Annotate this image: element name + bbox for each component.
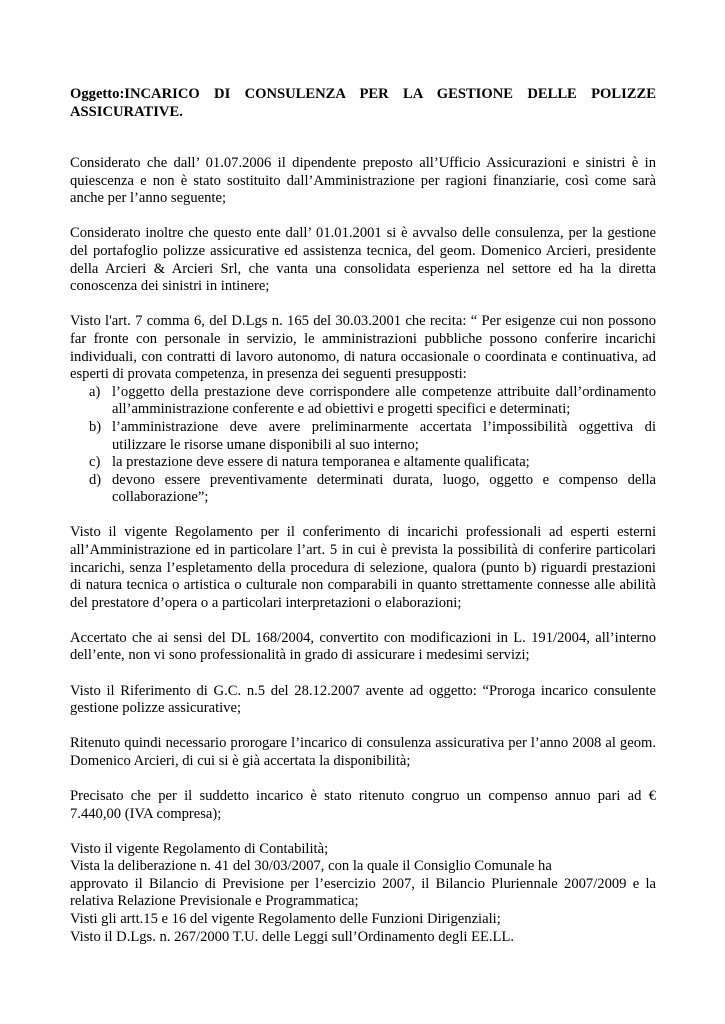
list-marker: d) (89, 471, 102, 488)
closing-line: approvato il Bilancio di Previsione per l’esercizio 2007, il Bilancio Pluriennale 2007/2009 e la relativa Relazione Previsionale e Programmatica; (70, 875, 656, 910)
paragraph-considerato-1: Considerato che dall’ 01.07.2006 il dipendente preposto all’Ufficio Assicurazioni e sinistri è in quiescenza e non è stato sostituito dall’Amministrazione per ragioni finanziarie, così come sarà anche per l’anno seguente; (70, 155, 656, 207)
list-item (70, 384, 656, 419)
list-item-text: l’amministrazione deve avere preliminarmente accertata l’impossibilità oggettiva di utilizzare le risorse umane disponibili al suo interno; (112, 418, 656, 453)
paragraph-regolamento: Visto il vigente Regolamento per il conferimento di incarichi professionali ad esperti esterni all’Amministrazione ed in particolare l’art. 5 in cui è prevista la possibilità di conferire particolari incarichi, senza l’espletamento della procedura di selezione, qualora (punto b) riguardi prestazioni di natura tecnica o artistica o culturale non comparabili in quanto strettamente connesse alle abilità del prestatore d’opera o a particolari interpretazioni o elaborazioni; (70, 524, 656, 611)
closing-line: Visti gli artt.15 e 16 del vigente Regolamento delle Funzioni Dirigenziali; (70, 910, 501, 927)
list-marker: b) (89, 418, 102, 435)
requirements-list (70, 384, 656, 507)
paragraph-precisato: Precisato che per il suddetto incarico è stato ritenuto congruo un compenso annuo pari ad € 7.440,00 (IVA compresa); (70, 787, 656, 822)
document-title: Oggetto:INCARICO DI CONSULENZA PER LA GESTIONE DELLE POLIZZE ASSICURATIVE. (70, 86, 656, 120)
closing-line: Visto il vigente Regolamento di Contabilità; (70, 840, 329, 857)
document-page (70, 86, 656, 946)
list-item-text: devono essere preventivamente determinati durata, luogo, oggetto e compenso della collaborazione”; (112, 471, 656, 506)
list-item-text: l’oggetto della prestazione deve corrispondere alle competenze attribuite dall’ordinamento all’amministrazione conferente e ad obiettivi e progetti specifici e determinati; (112, 383, 656, 418)
list-marker: a) (89, 383, 101, 400)
closing-block (70, 841, 656, 947)
paragraph-riferimento: Visto il Riferimento di G.C. n.5 del 28.12.2007 avente ad oggetto: “Proroga incarico consulente gestione polizze assicurative; (70, 682, 656, 717)
list-item (70, 419, 656, 454)
closing-line: Visto il D.Lgs. n. 267/2000 T.U. delle Leggi sull’Ordinamento degli EE.LL. (70, 928, 515, 945)
list-item-text: la prestazione deve essere di natura temporanea e altamente qualificata; (112, 454, 530, 471)
paragraph-ritenuto: Ritenuto quindi necessario prorogare l’incarico di consulenza assicurativa per l’anno 2008 al geom. Domenico Arcieri, di cui si è già accertata la disponibilità; (70, 735, 656, 769)
paragraph-considerato-2: Considerato inoltre che questo ente dall’ 01.01.2001 si è avvalso delle consulenza, per la gestione del portafoglio polizze assicurative ed assistenza tecnica, del geom. Domenico Arcieri, presidente della Arcieri & Arcieri Srl, che vanta una consolidata esperienza nel settore ed ha la diretta conoscenza dei sinistri in intinere; (70, 225, 656, 295)
list-item (70, 472, 656, 507)
paragraph-visto-art7: Visto l'art. 7 comma 6, del D.Lgs n. 165 del 30.03.2001 che recita: “ Per esigenze cui non possono far fronte con personale in servizio, le amministrazioni pubbliche possono conferire incarichi individuali, con contratti di lavoro autonomo, di natura occasionale o coordinata e continuativa, ad esperti di provata competenza, in presenza dei seguenti presupposti: (70, 313, 656, 383)
list-item (70, 454, 656, 472)
closing-line: Vista la deliberazione n. 41 del 30/03/2007, con la quale il Consiglio Comunale ha (70, 858, 552, 875)
list-marker: c) (89, 454, 101, 471)
paragraph-accertato: Accertato che ai sensi del DL 168/2004, convertito con modificazioni in L. 191/2004, all’interno dell’ente, non vi sono professionalità in grado di assicurare i medesimi servizi; (70, 629, 656, 664)
